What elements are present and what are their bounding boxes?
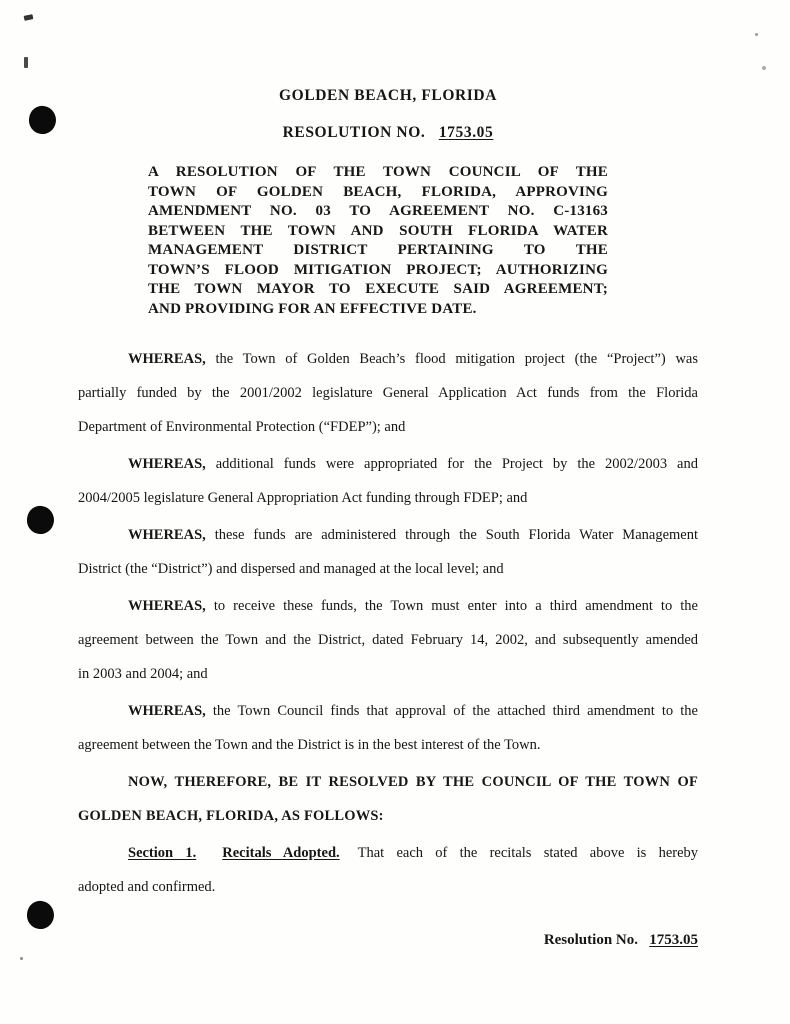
punch-hole-icon xyxy=(25,504,56,535)
whereas-paragraph-1 xyxy=(78,342,698,444)
whereas-paragraph-3 xyxy=(78,518,698,586)
whereas-lead: WHEREAS, xyxy=(128,703,206,719)
scan-speck xyxy=(762,66,766,70)
scan-speck xyxy=(24,14,34,21)
summary-line: TOWN OF GOLDEN BEACH, FLORIDA, APPROVING xyxy=(148,183,608,200)
paragraph-line: agreement between the Town and the District, dated February 14, 2002, and subsequently amended xyxy=(78,632,698,648)
section-title: Recitals Adopted. xyxy=(222,845,340,861)
whereas-lead: WHEREAS, xyxy=(128,351,206,367)
scan-speck xyxy=(20,957,23,960)
section-1-paragraph xyxy=(78,836,698,904)
resolution-text xyxy=(78,342,698,904)
summary-line: THE TOWN MAYOR TO EXECUTE SAID AGREEMENT; xyxy=(148,281,608,297)
paragraph-line xyxy=(78,342,698,376)
punch-hole-icon xyxy=(25,899,56,930)
paragraph-line xyxy=(78,447,698,481)
paragraph-line xyxy=(78,694,698,728)
document-title: GOLDEN BEACH, FLORIDA xyxy=(279,87,497,104)
resolution-label: RESOLUTION NO. xyxy=(282,124,426,141)
paragraph-line xyxy=(78,518,698,552)
paragraph-line: District (the “District”) and dispersed and managed at the local level; and xyxy=(78,561,504,577)
whereas-lead: WHEREAS, xyxy=(128,456,206,472)
paragraph-line: partially funded by the 2001/2002 legislature General Application Act funds from the Florida xyxy=(78,385,698,401)
summary-line: BETWEEN THE TOWN AND SOUTH FLORIDA WATER xyxy=(148,222,608,239)
summary-line: AMENDMENT NO. 03 TO AGREEMENT NO. C-13163 xyxy=(148,203,608,219)
paragraph-line: adopted and confirmed. xyxy=(78,879,216,895)
paragraph-text: to receive these funds, the Town must enter into a third amendment to the xyxy=(205,598,698,614)
resolution-number: 1753.05 xyxy=(438,124,494,141)
paragraph-line: agreement between the Town and the District is in the best interest of the Town. xyxy=(78,737,541,753)
summary-line: AND PROVIDING FOR AN EFFECTIVE DATE. xyxy=(148,300,477,317)
summary-line: TOWN’S FLOOD MITIGATION PROJECT; AUTHORIZING xyxy=(148,261,608,278)
whereas-paragraph-5 xyxy=(78,694,698,762)
resolution-summary-block xyxy=(148,163,608,319)
summary-line: A RESOLUTION OF THE TOWN COUNCIL OF THE xyxy=(148,164,608,180)
paragraph-line xyxy=(78,589,698,623)
paragraph-line xyxy=(78,836,698,870)
document-body xyxy=(78,86,698,950)
section-number: Section 1. xyxy=(128,845,197,861)
scan-speck xyxy=(755,33,758,36)
scan-speck xyxy=(24,57,28,68)
resolved-clause xyxy=(78,765,698,833)
paragraph-line: GOLDEN BEACH, FLORIDA, AS FOLLOWS: xyxy=(78,808,384,824)
paragraph-text: the Town of Golden Beach’s flood mitigation project (the “Project”) was xyxy=(205,351,698,367)
resolution-number-heading xyxy=(78,123,698,143)
whereas-lead: WHEREAS, xyxy=(128,527,206,543)
footer-resolution-number xyxy=(78,930,698,950)
summary-line: MANAGEMENT DISTRICT PERTAINING TO THE xyxy=(148,242,608,258)
paragraph-line: 2004/2005 legislature General Appropriation Act funding through FDEP; and xyxy=(78,490,528,506)
paragraph-text: the Town Council finds that approval of the attached third amendment to the xyxy=(205,703,698,719)
footer-number: 1753.05 xyxy=(649,932,698,948)
whereas-paragraph-2 xyxy=(78,447,698,515)
paragraph-line: in 2003 and 2004; and xyxy=(78,666,208,682)
paragraph-text: That each of the recitals stated above is hereby xyxy=(357,845,699,861)
punch-hole-icon xyxy=(27,104,58,135)
paragraph-text: these funds are administered through the South Florida Water Management xyxy=(205,527,698,543)
paragraph-line: NOW, THEREFORE, BE IT RESOLVED BY THE COUNCIL OF THE TOWN OF xyxy=(128,774,698,790)
whereas-paragraph-4 xyxy=(78,589,698,691)
paragraph-text: additional funds were appropriated for the Project by the 2002/2003 and xyxy=(205,456,698,472)
paragraph-line: Department of Environmental Protection (“FDEP”); and xyxy=(78,419,406,435)
footer-label: Resolution No. xyxy=(543,932,638,948)
whereas-lead: WHEREAS, xyxy=(128,598,206,614)
